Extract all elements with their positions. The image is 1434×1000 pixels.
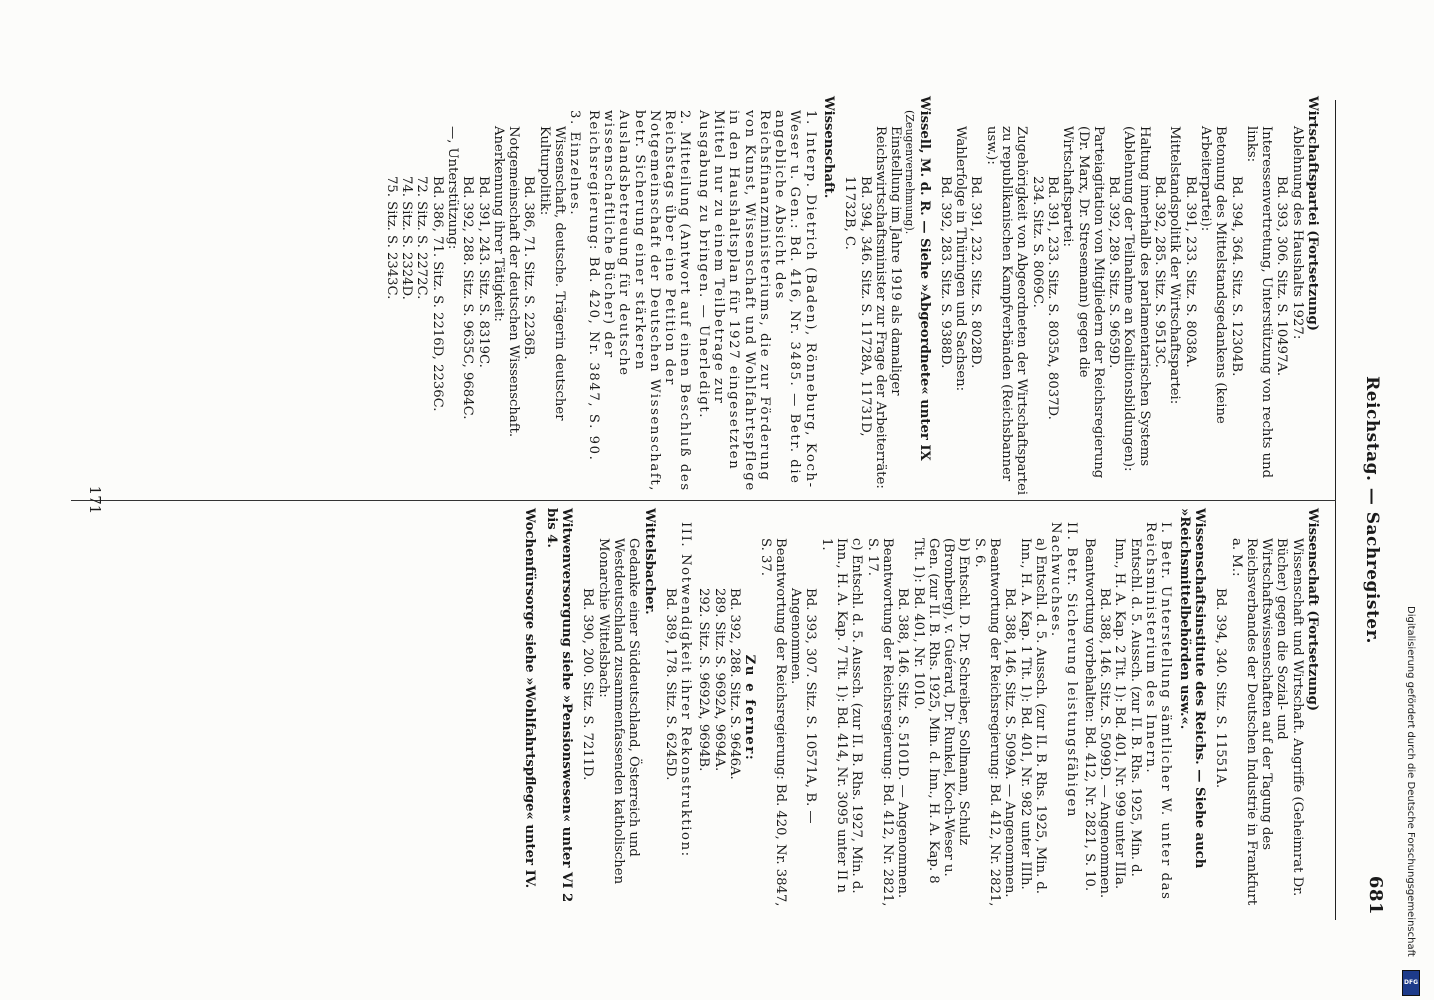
index-heading: Witwenversorgung siehe »Pensionswesen« unter VI 2 bis 4. [543, 508, 575, 903]
index-reference: Bd. 394, 346. Sitz. S. 11728A, 11731D, [857, 176, 873, 437]
right-column [522, 508, 1326, 908]
dfg-logo-icon: DFG [1402, 970, 1420, 996]
index-numbered-item: 3. Einzelnes. [567, 110, 583, 217]
index-reference: 75. Sitz. S. 2343C. [383, 176, 399, 300]
index-reference: Bd. 391, 232. Sitz. S. 8028D. [968, 176, 984, 369]
index-subentry: —, Unterstützung: [444, 126, 460, 250]
footer-page-number: 171 [86, 485, 104, 515]
index-subentry: Beantwortung der Reichsregierung: Bd. 412, Nr. 2821, S. 6. [971, 538, 1003, 907]
index-reference: Bd. 392, 288. Sitz. S. 9646A. [727, 588, 743, 780]
index-reference: Bd. 394, 364. Sitz. S. 12304B. [1228, 176, 1244, 377]
index-heading: Wissenschaft. [821, 96, 837, 199]
index-reference: Bd. 391, 233. Sitz. S. 8038A. [1182, 176, 1198, 368]
index-subentry: b) Entschl. D. Dr. Schreiber, Sollmann, Schulz (Bromberg), v. Guérard, Dr. Runkel, Koch-Weser u. Gen. (zur II. B. Rhs. 1925, Min. d. Inn., H. A. Kap. 8 Tit. 1): Bd. 401, Nr. 1010. [910, 538, 972, 884]
index-reference: Bd. 386, 71. Sitz. S. 2216D, 2236C. [429, 176, 445, 412]
index-heading: Wissenschaftsinstitute des Reichs. — Siehe auch »Reichsmittelbehörden usw.«. [1176, 508, 1207, 869]
index-reference: Bd. 394, 340. Sitz. S. 11551A. [1213, 588, 1229, 789]
index-reference: Bd. 392, 289. Sitz. S. 9659D. [1106, 176, 1122, 369]
index-reference: 74. Sitz. S. 2324D. [399, 176, 415, 300]
index-subentry: Haltung innerhalb des parlamentarischen Systems (Ablehnung der Teilnahme an Koalitionsbildungen): [1121, 126, 1152, 472]
index-reference: 292. Sitz. S. 9692A, 9694B. [696, 588, 712, 772]
index-reference: Bd. 391, 243. Sitz. S. 8319C. [475, 176, 491, 368]
index-center-note: Zu e ferner: [742, 654, 758, 762]
index-subentry: Zugehörigkeit von Abgeordneten der Wirtschaftspartei zu republikanischen Kampfverbänden (Reichsbanner usw.): [983, 126, 1030, 496]
index-reference: Bd. 391, 233. Sitz. S. 8035A, 8037D. [1044, 176, 1060, 420]
index-reference: Bd. 393, 306. Sitz. S. 10497A. [1274, 176, 1290, 377]
index-reference: 72. Sitz. S. 2272C. [414, 176, 430, 300]
index-numbered-item: I. Betr. Unterstellung sämtlicher W. unter das Reichsministerium des Innern. [1143, 522, 1174, 901]
index-reference: 11732B, C. [842, 176, 858, 250]
index-numbered-item: 1. Interp. Dietrich (Baden), Rönneburg, Koch-Weser u. Gen.: Bd. 416, Nr. 3485. — Betr. die angebliche Absicht des Reichsfinanzministeriums, die zur Förderung von Kunst, Wissenschaft und Wohlfahrtspflege in den Haushaltsplan für 1927 eingesetzten Mittel nur zu einem Teilbetrage zur Ausgabung zu bringen. — Unerledigt. [695, 110, 818, 492]
index-subentry: Beantwortung der Reichsregierung: Bd. 412, Nr. 2821, S. 17. [864, 538, 895, 907]
index-reference: 289. Sitz. S. 9692A, 9694A. [711, 588, 727, 772]
index-reference: Bd. 386, 71. Sitz. S. 2236B. [521, 176, 537, 360]
index-reference: Bd. 392, 285. Sitz. S. 9513C. [1152, 176, 1168, 368]
index-heading: Wissenschaft (Fortsetzung) [1305, 508, 1320, 712]
index-subentry: Entschl. d. 5. Aussch. (zur II. B. Rhs. 1925, Min. d. Inn., H. A. Kap. 2 Tit. 1): Bd. 401, Nr. 999 unter IIIa. [1112, 538, 1143, 890]
index-subentry: Wissenschaft und Wirtschaft. Angriffe (Geheimrat Dr. Bücher) gegen die Sozial- und Wirtschaftswissenschaften auf der Tagung des Reichsverbandes der Deutschen Industrie in Frankfurt a. M.: [1228, 538, 1305, 906]
index-subentry: Mittelstandspolitik der Wirtschaftspartei: [1167, 126, 1183, 405]
index-subentry: a) Entschl. d. 5. Aussch. (zur II. B. Rhs. 1925, Min. d. Inn., H. A. Kap. 1 Tit. 1): Bd. 401, Nr. 982 unter IIIh. [1017, 538, 1048, 894]
index-heading: Wirtschaftspartei (Fortsetzung) [1305, 96, 1320, 331]
index-reference: Bd. 392, 288. Sitz. S. 9635C, 9684C. [460, 176, 476, 420]
index-reference: Bd. 393, 307. Sitz. S. 10571A, B. — Angenommen. [788, 588, 819, 824]
index-subentry: Wissenschaft, deutsche. Trägerin deutscher Kulturpolitik: [536, 126, 568, 421]
index-subentry: Einstellung im Jahre 1919 als damaliger Reichswirtschaftsminister zur Frage der Arbeiterräte: [872, 126, 904, 489]
index-reference: Bd. 389, 178. Sitz. S. 6245D. [662, 588, 678, 781]
index-numbered-item: II. Betr. Sicherung leistungsfähigen Nachwuchses. [1048, 522, 1079, 818]
index-heading: Wochenfürsorge siehe »Wohlfahrtspflege« unter IV. [522, 508, 538, 889]
index-reference: Bd. 388, 146. Sitz. S. 5099A. — Angenommen. [1002, 588, 1018, 898]
index-heading: Wissell, M. d. R. — Siehe »Abgeordnete« unter IX [916, 96, 932, 461]
page-number: 681 [1365, 875, 1386, 915]
column-divider [71, 500, 1336, 501]
index-subentry: Parteiagitation von Mitgliedern der Reichsregierung (Dr. Marx, Dr. Stresemann) gegen die Wirtschaftspartei: [1060, 126, 1106, 479]
index-subentry: Gedanke einer Süddeutschland, Österreich und Westdeutschland zusammenfassenden katholischen Monarchie Wittelsbach: [595, 538, 642, 885]
index-subentry: Interessenvertretung, Unterstützung von rechts und links: [1243, 126, 1275, 479]
digitization-credit: Digitalisierung gefördert durch die Deutsche Forschungsgemeinschaft [1405, 606, 1416, 957]
index-numbered-item: III. Notwendigkeit ihrer Rekonstruktion: [678, 522, 694, 858]
index-numbered-item: 2. Mitteilung (Antwort auf einen Beschluß des Reichstags über eine Petition der Notgemeinschaft der Deutschen Wissenschaft, betr. Sicherung einer stärkeren Auslandsbetreuung für deutsche wissenschaftliche Bücher) der Reichsregierung: Bd. 420, Nr. 3847, S. 90. [585, 110, 693, 493]
index-heading: Wittelsbacher. [641, 508, 657, 615]
index-subentry: Beantwortung vorbehalten: Bd. 412, Nr. 2821, S. 10. [1081, 538, 1097, 892]
index-subentry: Ablehnung des Haushalts 1927: [1289, 126, 1305, 340]
index-subentry: c) Entschl. d. 5. Aussch. (zur II. B. Rhs. 1927, Min. d. Inn., H. A. Kap. 7 Tit. 1): Bd. 414, Nr. 3095 unter II n 1. [818, 538, 865, 894]
index-subentry: Betonung des Mittelstandsgedankens (keine Arbeiterpartei): [1197, 126, 1229, 424]
index-subentry: Beantwortung der Reichsregierung: Bd. 420, Nr. 3847, S. 37. [757, 538, 788, 907]
index-reference: 234. Sitz. S. 8069C. [1029, 176, 1045, 308]
index-note: (Zeugenvernehmung). [903, 110, 917, 235]
index-reference: Bd. 388, 146. Sitz. S. 5101D. — Angenommen. [895, 588, 911, 899]
index-reference: Bd. 390, 200. Sitz. S. 7211D. [580, 588, 596, 781]
left-column [383, 96, 1326, 496]
header-rule [1335, 100, 1336, 920]
index-reference: Bd. 388, 146. Sitz. S. 5099D. — Angenommen. [1097, 588, 1113, 899]
running-title: Reichstag. — Sachregister. [1362, 376, 1382, 644]
page-header [1348, 105, 1394, 915]
index-subentry: Notgemeinschaft der deutschen Wissenschaft. Anerkennung ihrer Tätigkeit: [490, 126, 522, 438]
index-reference: Bd. 392, 283. Sitz. S. 9388D. [937, 176, 953, 369]
index-subentry: Wahlerfolge in Thüringen und Sachsen: [953, 126, 969, 392]
